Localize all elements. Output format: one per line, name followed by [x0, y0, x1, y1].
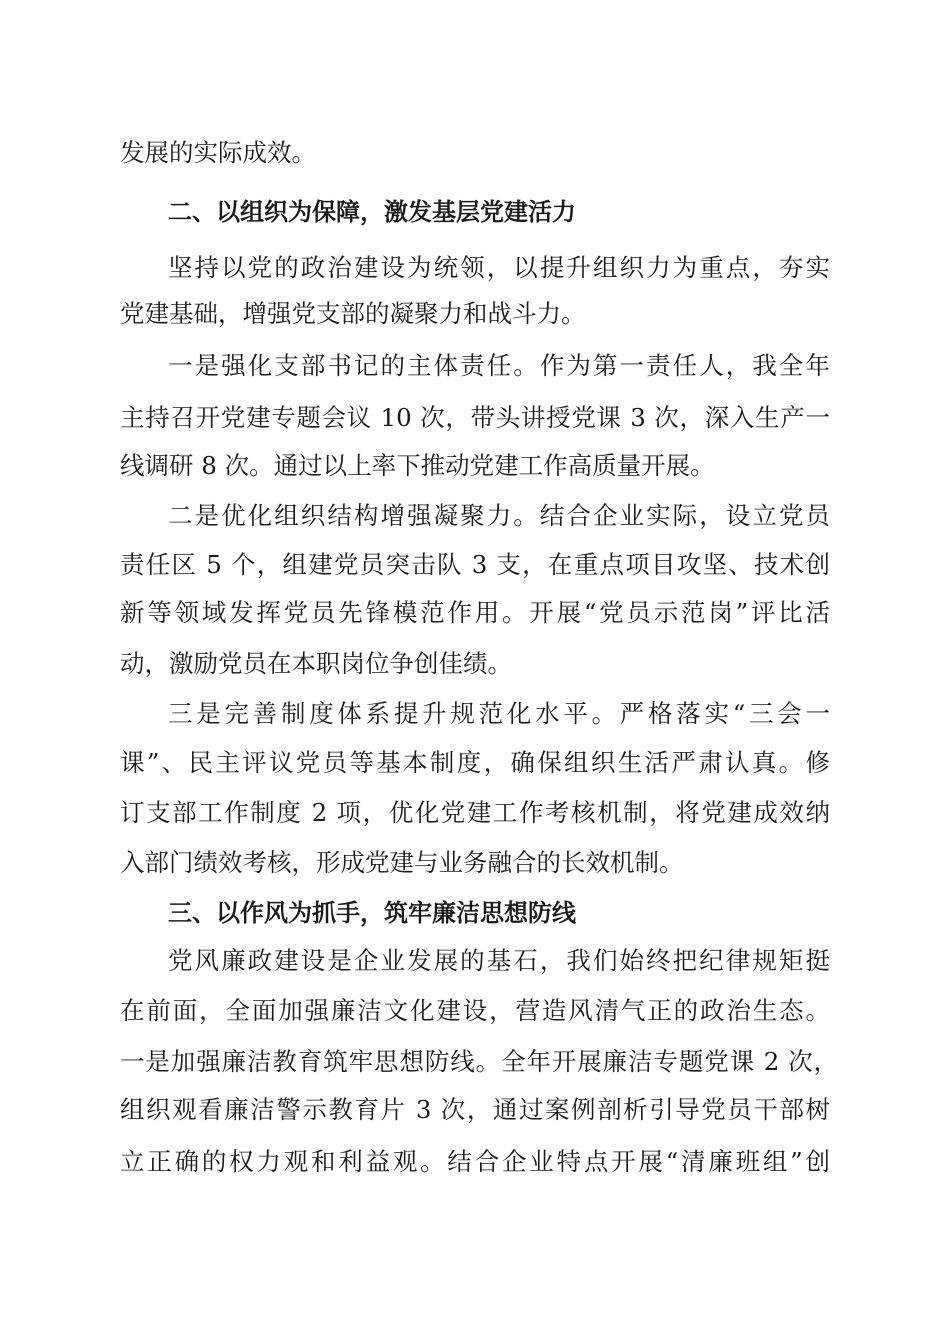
paragraph-line: 订支部工作制度 2 项，优化党建工作考核机制，将党建成效纳	[120, 798, 830, 827]
paragraph-line: 三是完善制度体系提升规范化水平。严格落实“三会一	[168, 699, 830, 728]
paragraph-line: 线调研 8 次。通过以上率下推动党建工作高质量开展。	[120, 451, 715, 480]
paragraph-line: 新等领域发挥党员先锋模范作用。开展“党员示范岗”评比活	[120, 598, 830, 627]
paragraph-line: 党风廉政建设是企业发展的基石，我们始终把纪律规矩挺	[168, 946, 830, 975]
paragraph-line: 课”、民主评议党员等基本制度，确保组织生活严肃认真。修	[120, 748, 830, 777]
paragraph-line: 组织观看廉洁警示教育片 3 次，通过案例剖析引导党员干部树	[120, 1095, 830, 1124]
paragraph-line: 入部门绩效考核，形成党建与业务融合的长效机制。	[120, 848, 684, 877]
paragraph-line: 在前面，全面加强廉洁文化建设，营造风清气正的政治生态。	[120, 996, 830, 1025]
paragraph-line: 党建基础，增强党支部的凝聚力和战斗力。	[120, 299, 586, 328]
paragraph-line: 二是优化组织结构增强凝聚力。结合企业实际，设立党员	[168, 501, 830, 530]
paragraph-line: 立正确的权力观和利益观。结合企业特点开展“清廉班组”创	[120, 1147, 830, 1176]
paragraph-line: 主持召开党建专题会议 10 次，带头讲授党课 3 次，深入生产一	[120, 403, 830, 432]
paragraph-line: 一是强化支部书记的主体责任。作为第一责任人，我全年	[168, 351, 830, 380]
paragraph-line: 责任区 5 个，组建党员突击队 3 支，在重点项目攻坚、技术创	[120, 550, 830, 579]
paragraph-line: 发展的实际成效。	[120, 138, 316, 167]
section-heading: 二、以组织为保障，激发基层党建活力	[168, 198, 576, 226]
paragraph-line: 一是加强廉洁教育筑牢思想防线。全年开展廉洁专题党课 2 次，	[120, 1047, 838, 1076]
paragraph-line: 动，激励党员在本职岗位争创佳绩。	[120, 649, 512, 678]
paragraph-line: 坚持以党的政治建设为统领，以提升组织力为重点，夯实	[168, 253, 830, 282]
section-heading: 三、以作风为抓手，筑牢廉洁思想防线	[168, 899, 576, 927]
